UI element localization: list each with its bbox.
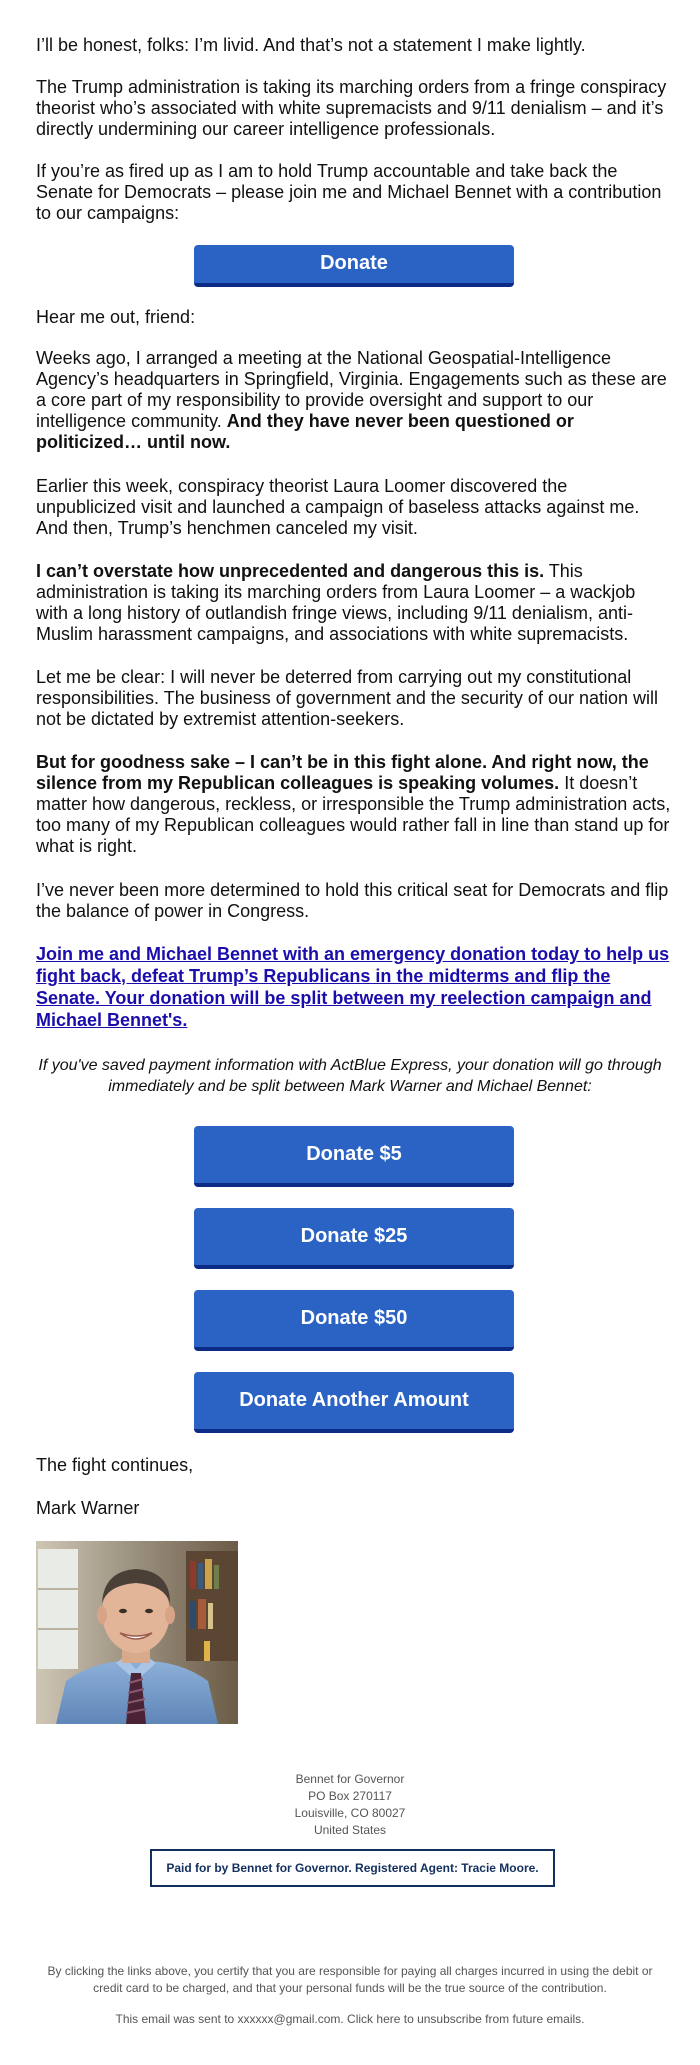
donate-25-button[interactable]: Donate $25: [194, 1208, 514, 1269]
paragraph-weeks-ago-bold: And they have never been questioned or politicized… until now.: [36, 411, 574, 452]
footer-address-line-3: Louisville, CO 80027: [294, 1806, 406, 1820]
donate-5-button[interactable]: Donate $5: [194, 1126, 514, 1187]
paragraph-goodness-bold: But for goodness sake – I can’t be in this fight alone. And right now, the silence from my Republican colleagues is speaking volumes.: [36, 752, 649, 793]
signature-name: Mark Warner: [36, 1498, 140, 1518]
sign-off: The fight continues,: [36, 1455, 194, 1475]
paragraph-weeks-ago-text: Weeks ago, I arranged a meeting at the National Geospatial-Intelligence Agency’s headquarters in Springfield, Virginia. Engagements such as these are a core part of my responsibility to provide oversight and support to our intelligence community.: [36, 348, 667, 431]
paragraph-goodness-sake: [36, 752, 672, 857]
greeting: Hear me out, friend:: [36, 307, 196, 327]
unsubscribe-line[interactable]: This email was sent to xxxxxx@gmail.com. Click here to unsubscribe from future emails.: [115, 2012, 585, 2026]
donate-50-button[interactable]: Donate $50: [194, 1290, 514, 1351]
paid-for-disclaimer-box: Paid for by Bennet for Governor. Registered Agent: Tracie Moore.: [150, 1849, 555, 1887]
mark-warner-photo: [36, 1541, 238, 1724]
legal-disclaimer: By clicking the links above, you certify that you are responsible for paying all charges incurred in using the debit or credit card to be charged, and that your personal funds will be the true source of the contribution.: [47, 1964, 653, 1995]
footer-address-line-1: Bennet for Governor: [295, 1772, 405, 1786]
paragraph-determined: I’ve never been more determined to hold this critical seat for Democrats and flip the balance of power in Congress.: [36, 880, 669, 921]
footer-address-line-2: PO Box 270117: [308, 1789, 392, 1803]
emergency-donation-link[interactable]: Join me and Michael Bennet with an emergency donation today to help us fight back, defeat Trump’s Republicans in the midterms and flip the Senate. Your donation will be split between my reelection campaign and Michael Bennet's.: [36, 944, 670, 1030]
emergency-donation-paragraph: [36, 944, 672, 1032]
footer-address-line-4: United States: [313, 1823, 387, 1837]
paragraph-overstate-bold: I can’t overstate how unprecedented and dangerous this is.: [36, 561, 545, 581]
donate-button[interactable]: Donate: [194, 245, 514, 287]
paragraph-weeks-ago: [36, 348, 672, 453]
donate-other-amount-button[interactable]: Donate Another Amount: [194, 1372, 514, 1433]
paragraph-overstate: [36, 561, 672, 645]
intro-paragraph-3: If you’re as fired up as I am to hold Trump accountable and take back the Senate for Democrats – please join me and Michael Bennet with a contribution to our campaigns:: [36, 161, 662, 223]
paragraph-earlier: Earlier this week, conspiracy theorist Laura Loomer discovered the unpublicized visit and launched a campaign of baseless attacks against me. And then, Trump’s henchmen canceled my visit.: [36, 476, 640, 538]
paragraph-let-me-be-clear: Let me be clear: I will never be deterred from carrying out my constitutional responsibilities. The business of government and the security of our nation will not be dictated by extremist attention-seekers.: [36, 667, 659, 729]
intro-paragraph-1: I’ll be honest, folks: I’m livid. And that’s not a statement I make lightly.: [36, 35, 586, 55]
actblue-express-note: If you've saved payment information with ActBlue Express, your donation will go through immediately and be split between Mark Warner and Michael Bennet:: [38, 1057, 662, 1095]
footer-address: [0, 1771, 700, 1839]
paragraph-goodness-text: It doesn’t matter how dangerous, reckless, or irresponsible the Trump administration acts, too many of my Republican colleagues would rather fall in line than stand up for what is right.: [36, 773, 671, 856]
paragraph-overstate-text: This administration is taking its marching orders from Laura Loomer – a wackjob with a long history of outlandish fringe views, including 9/11 denialism, anti-Muslim harassment campaigns, and associations with white supremacists.: [36, 561, 636, 644]
intro-paragraph-2: The Trump administration is taking its marching orders from a fringe conspiracy theorist who’s associated with white supremacists and 9/11 denialism – and it’s directly undermining our career intelligence professionals.: [36, 77, 667, 139]
